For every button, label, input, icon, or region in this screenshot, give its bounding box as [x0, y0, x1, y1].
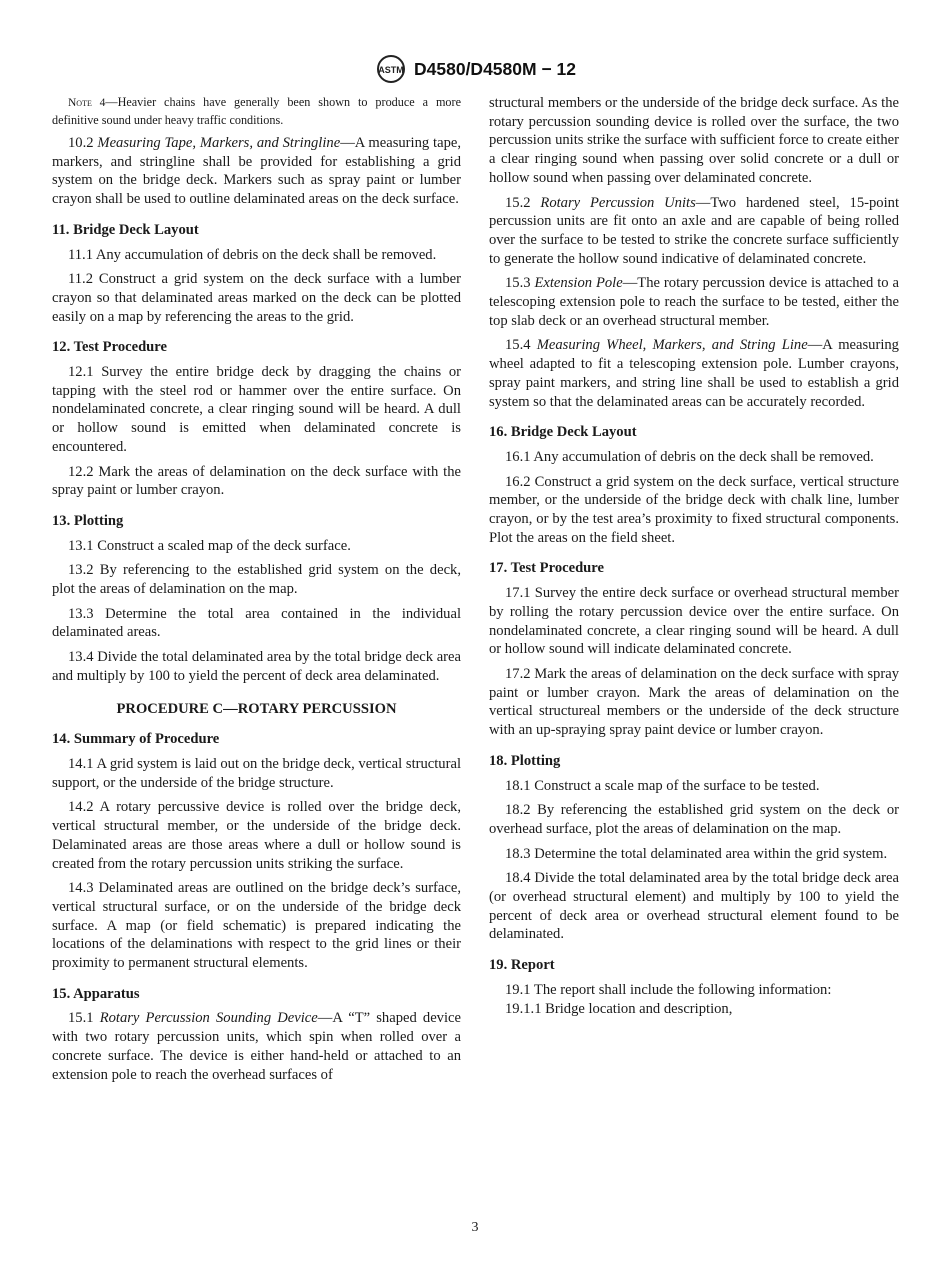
- page-header: [0, 52, 950, 86]
- section-19-heading: 19. Report: [489, 957, 555, 974]
- section-17-heading: 17. Test Procedure: [489, 560, 604, 577]
- astm-logo-icon: [374, 54, 408, 84]
- paragraph-12-1: 12.1 Survey the entire bridge deck by dragging the chains or tapping with the steel rod or hammer over the entire surface. On nondelaminated concrete, a clear ringing sound will be heard. A dull or hollow sound is emitted when delaminated concrete is encountered.: [52, 364, 461, 455]
- page-number: 3: [471, 1220, 479, 1235]
- paragraph-18-4: 18.4 Divide the total delaminated area by the total bridge deck area (or overhead structural element) and multiply by 100 to yield the percent of deck area or overhead structural element found to be delaminated.: [489, 870, 899, 943]
- section-14-heading: 14. Summary of Procedure: [52, 731, 220, 748]
- svg-text:ASTM: ASTM: [378, 65, 404, 75]
- paragraph-16-1: 16.1 Any accumulation of debris on the deck shall be removed.: [505, 448, 874, 465]
- paragraph-17-1: 17.1 Survey the entire deck surface or overhead structural member by rolling the rotary percussion device over the entire surface. On nondelaminated concrete, a clear ringing sound will be heard. A dull or hollow sound will indicate delaminated concrete.: [489, 585, 899, 658]
- note-4: Note 4—Heavier chains have generally been shown to produce a more definitive sound under heavy traffic conditions.: [52, 95, 461, 127]
- paragraph-14-3: 14.3 Delaminated areas are outlined on the bridge deck’s surface, vertical structural surface, or on the underside of the bridge deck surface. A map (or field schematic) is prepared indicating the locations of the delaminations with respect to the grid lines or their proximity to permanent structural elements.: [52, 880, 461, 972]
- paragraph-15-4: 15.4 Measuring Wheel, Markers, and String Line—A measuring wheel adapted to fit a telescoping extension pole. Lumber crayons, spray paint markers, and string line shall be used to establish a grid system so that the delaminated areas can be accurately recorded.: [489, 337, 899, 410]
- paragraph-11-1: 11.1 Any accumulation of debris on the deck shall be removed.: [68, 246, 437, 263]
- paragraph-10-2: 10.2 Measuring Tape, Markers, and Stringline—A measuring tape, markers, and stringline shall be provided for establishing a grid system on the bridge deck. Markers such as spray paint or lumber crayon shall be used to outline delaminated areas on the deck surface.: [52, 135, 461, 208]
- section-18-heading: 18. Plotting: [489, 752, 561, 769]
- paragraph-14-1: 14.1 A grid system is laid out on the bridge deck, vertical structural support, or the underside of the bridge structure.: [52, 755, 461, 791]
- paragraph-19-1-1: 19.1.1 Bridge location and description,: [505, 1000, 733, 1017]
- section-15-heading: 15. Apparatus: [52, 985, 140, 1002]
- section-13-heading: 13. Plotting: [52, 512, 124, 529]
- paragraph-18-2: 18.2 By referencing the established grid system on the deck or overhead surface, plot the areas of delamination on the map.: [489, 802, 899, 837]
- right-column: [489, 94, 899, 1024]
- section-11-heading: 11. Bridge Deck Layout: [52, 221, 199, 238]
- paragraph-15-2: 15.2 Rotary Percussion Units—Two hardened steel, 15-point percussion units are fit onto an axle and are capable of being rolled over the surface to be tested to strike the concrete surface sufficiently to generate the hollow sound indicative of delaminated concrete.: [489, 194, 899, 267]
- paragraph-19-1: 19.1 The report shall include the following information:: [505, 981, 832, 998]
- paragraph-12-2: 12.2 Mark the areas of delamination on the deck surface with the spray paint or lumber crayon.: [52, 463, 461, 499]
- paragraph-13-2: 13.2 By referencing to the established grid system on the deck, plot the areas of delamination on the map.: [52, 562, 461, 598]
- left-column: [52, 94, 461, 1090]
- section-12-heading: 12. Test Procedure: [52, 339, 167, 356]
- paragraph-18-1: 18.1 Construct a scale map of the surface to be tested.: [505, 777, 820, 794]
- paragraph-15-3: 15.3 Extension Pole—The rotary percussion device is attached to a telescoping extension pole to reach the surface to be tested, either the top slab deck or an overhead structural member.: [489, 275, 899, 329]
- paragraph-15-1-continued: structural members or the underside of the bridge deck surface. As the rotary percussion sounding device is rolled over the surface, the two percussion units strike the surface with sufficient force to create either a clear ringing sound when passing over solid concrete or a dull or hollow sound when passing over delaminated concrete.: [489, 95, 899, 186]
- procedure-c-heading: PROCEDURE C—ROTARY PERCUSSION: [116, 700, 397, 717]
- paragraph-13-1: 13.1 Construct a scaled map of the deck surface.: [68, 537, 351, 554]
- paragraph-15-1: 15.1 Rotary Percussion Sounding Device—A “T” shaped device with two rotary percussion units, which spin when rolled over a concrete surface. The device is either hand-held or attached to an extension pole to reach the overhead surfaces of: [52, 1010, 461, 1083]
- paragraph-18-3: 18.3 Determine the total delaminated area within the grid system.: [505, 845, 888, 862]
- section-16-heading: 16. Bridge Deck Layout: [489, 424, 637, 441]
- standard-designation: D4580/D4580M − 12: [414, 58, 576, 79]
- paragraph-13-4: 13.4 Divide the total delaminated area by the total bridge deck area and multiply by 100 to yield the percent of deck area delaminated.: [52, 649, 461, 684]
- paragraph-13-3: 13.3 Determine the total area contained in the individual delaminated areas.: [52, 605, 461, 641]
- paragraph-17-2: 17.2 Mark the areas of delamination on the deck surface with spray paint or lumber crayon. Mark the areas of delamination on the vertical structureal members or the underside of the deck structure with an up-spraying spray paint device or lumber crayon.: [489, 665, 899, 739]
- paragraph-11-2: 11.2 Construct a grid system on the deck surface with a lumber crayon so that delaminated areas marked on the deck can be plotted easily on a map by referencing the areas to the grid.: [52, 271, 461, 325]
- paragraph-14-2: 14.2 A rotary percussive device is rolled over the bridge deck, vertical structural member, or the underside of the bridge deck. Delaminated areas are those areas where a dull or hollow sound is created from the rotary percussion units striking the surface.: [52, 799, 461, 872]
- paragraph-16-2: 16.2 Construct a grid system on the deck surface, vertical structure member, or the underside of the bridge deck with chalk line, lumber crayon, or by the test area’s proximity to fixed structural components. Plot the areas on the field sheet.: [489, 473, 899, 546]
